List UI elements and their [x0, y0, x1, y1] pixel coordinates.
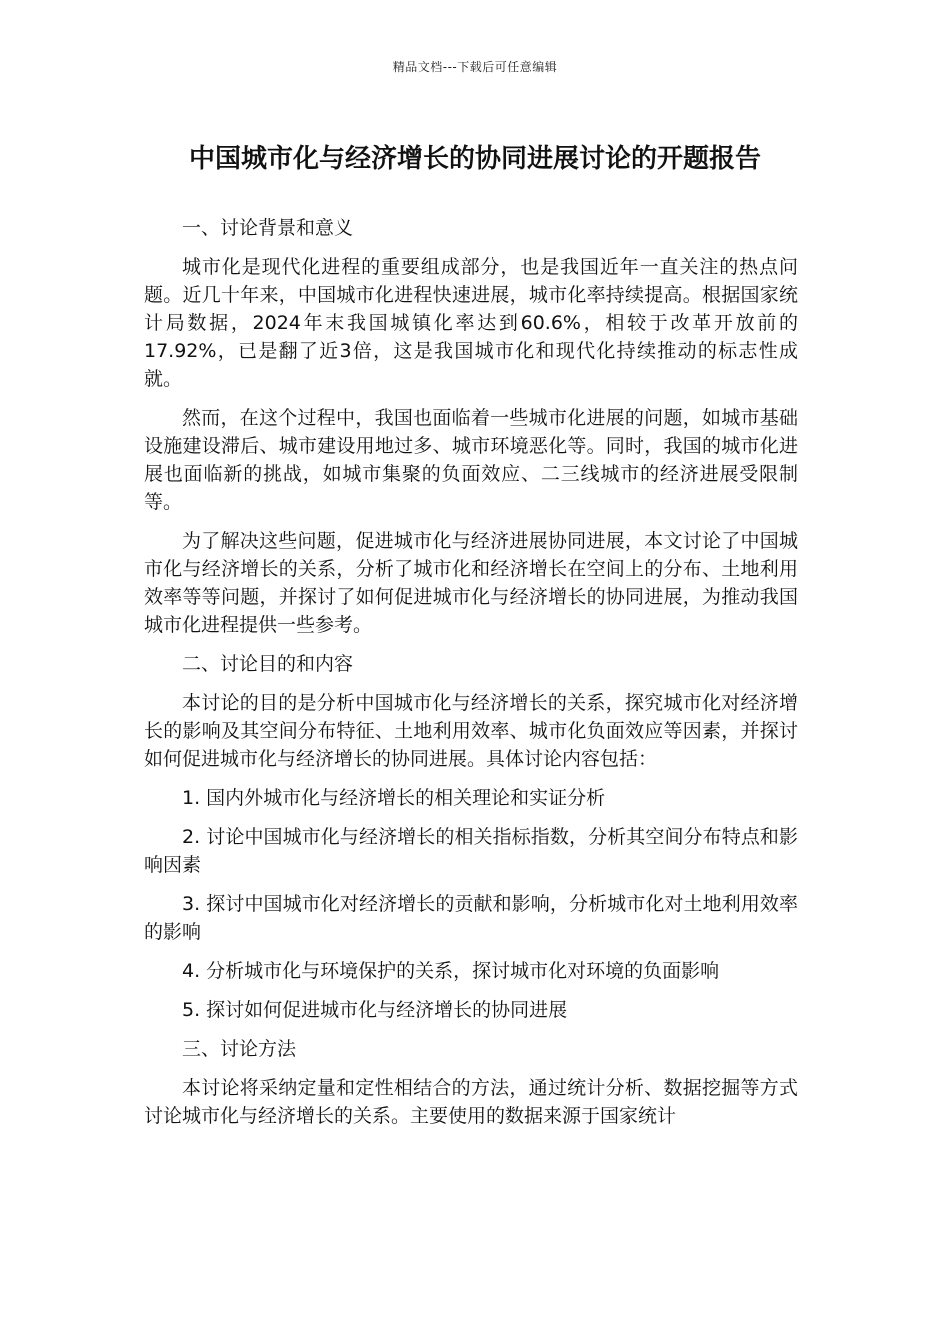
section-heading-background: 一、讨论背景和意义 [182, 217, 354, 239]
paragraph-method: 本讨论将采纳定量和定性相结合的方法，通过统计分析、数据挖掘等方式讨论城市化与经济增长的关系。主要使用的数据来源于国家统计 [144, 1077, 798, 1127]
section-heading-purpose: 二、讨论目的和内容 [182, 653, 354, 675]
document-title: 中国城市化与经济增长的协同进展讨论的开题报告 [188, 144, 761, 174]
paragraph-background-3: 为了解决这些问题，促进城市化与经济进展协同进展，本文讨论了中国城市化与经济增长的关系，分析了城市化和经济增长在空间上的分布、土地利用效率等等问题，并探讨了如何促进城市化与经济增长的协同进展，为推动我国城市化进程提供一些参考。 [144, 530, 798, 636]
list-item-2: 2. 讨论中国城市化与经济增长的相关指标指数，分析其空间分布特点和影响因素 [144, 826, 798, 876]
paragraph-background-1: 城市化是现代化进程的重要组成部分，也是我国近年一直关注的热点问题。近几十年来，中国城市化进程快速进展，城市化率持续提高。根据国家统计局数据，2024年末我国城镇化率达到60.6%，相较于改革开放前的17.92%，已是翻了近3倍，这是我国城市化和现代化持续推动的标志性成就。 [144, 256, 798, 390]
list-item-4: 4. 分析城市化与环境保护的关系，探讨城市化对环境的负面影响 [182, 960, 720, 982]
paragraph-purpose: 本讨论的目的是分析中国城市化与经济增长的关系，探究城市化对经济增长的影响及其空间分布特征、土地利用效率、城市化负面效应等因素，并探讨如何促进城市化与经济增长的协同进展。具体讨论内容包括： [144, 692, 798, 770]
list-item-5: 5. 探讨如何促进城市化与经济增长的协同进展 [182, 999, 568, 1021]
paragraph-background-2: 然而，在这个过程中，我国也面临着一些城市化进展的问题，如城市基础设施建设滞后、城市建设用地过多、城市环境恶化等。同时，我国的城市化进展也面临新的挑战，如城市集聚的负面效应、二三线城市的经济进展受限制等。 [144, 407, 798, 513]
document-body [144, 214, 798, 1141]
list-item-3: 3. 探讨中国城市化对经济增长的贡献和影响，分析城市化对土地利用效率的影响 [144, 893, 798, 943]
section-heading-method: 三、讨论方法 [182, 1038, 297, 1060]
header-note: 精品文档---下载后可任意编辑 [392, 60, 558, 74]
list-item-1: 1. 国内外城市化与经济增长的相关理论和实证分析 [182, 787, 606, 809]
